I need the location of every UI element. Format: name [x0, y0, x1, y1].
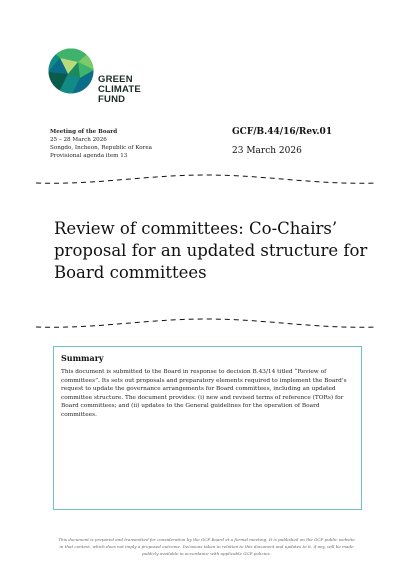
wave-divider-top [36, 172, 376, 186]
summary-body: This document is submitted to the Board in response to decision B.43/14 titled “Review of committees”. Its sets out proposals and preparatory elements required to implement the Board’s request to update the governance arrangements for Board committees, including an updated committee structure. The document provides: (i) new and revised terms of reference (TORs) for Board committees; and (ii) updates to the General guidelines for the operation of Board committees. [61, 369, 347, 418]
document-reference: GCF/B.44/16/Rev.01 [232, 127, 333, 137]
logo-word-fund: FUND [98, 94, 126, 105]
gcf-logo [48, 48, 148, 110]
meeting-agenda-item: Provisional agenda item 13 [50, 153, 128, 159]
wave-divider-bottom [36, 316, 376, 330]
globe-icon [48, 48, 94, 94]
summary-heading: Summary [61, 353, 104, 363]
meeting-location: Songdo, Incheon, Republic of Korea [50, 145, 152, 151]
document-date: 23 March 2026 [232, 146, 302, 156]
logo-wordmark [98, 75, 141, 105]
summary-box [53, 346, 362, 510]
meeting-info [50, 128, 152, 160]
meeting-title: Meeting of the Board [50, 129, 118, 135]
logo-word-green: GREEN [98, 74, 133, 85]
logo-word-climate: CLIMATE [98, 84, 141, 95]
meeting-dates: 25 – 28 March 2026 [50, 137, 107, 143]
document-title: Review of committees: Co-Chairs’ proposal for an updated structure for Board committees [54, 219, 368, 282]
footer-disclaimer: This document is prepared and transmitted for consideration by the GCF Board at a formal meeting. It is published on the GCF public website in that context, which does not imply a proposed outcome. Decisions taken in relation to this document and updates to it, if any, will be made publicly available in accordance with applicable GCF policies. [58, 537, 355, 556]
